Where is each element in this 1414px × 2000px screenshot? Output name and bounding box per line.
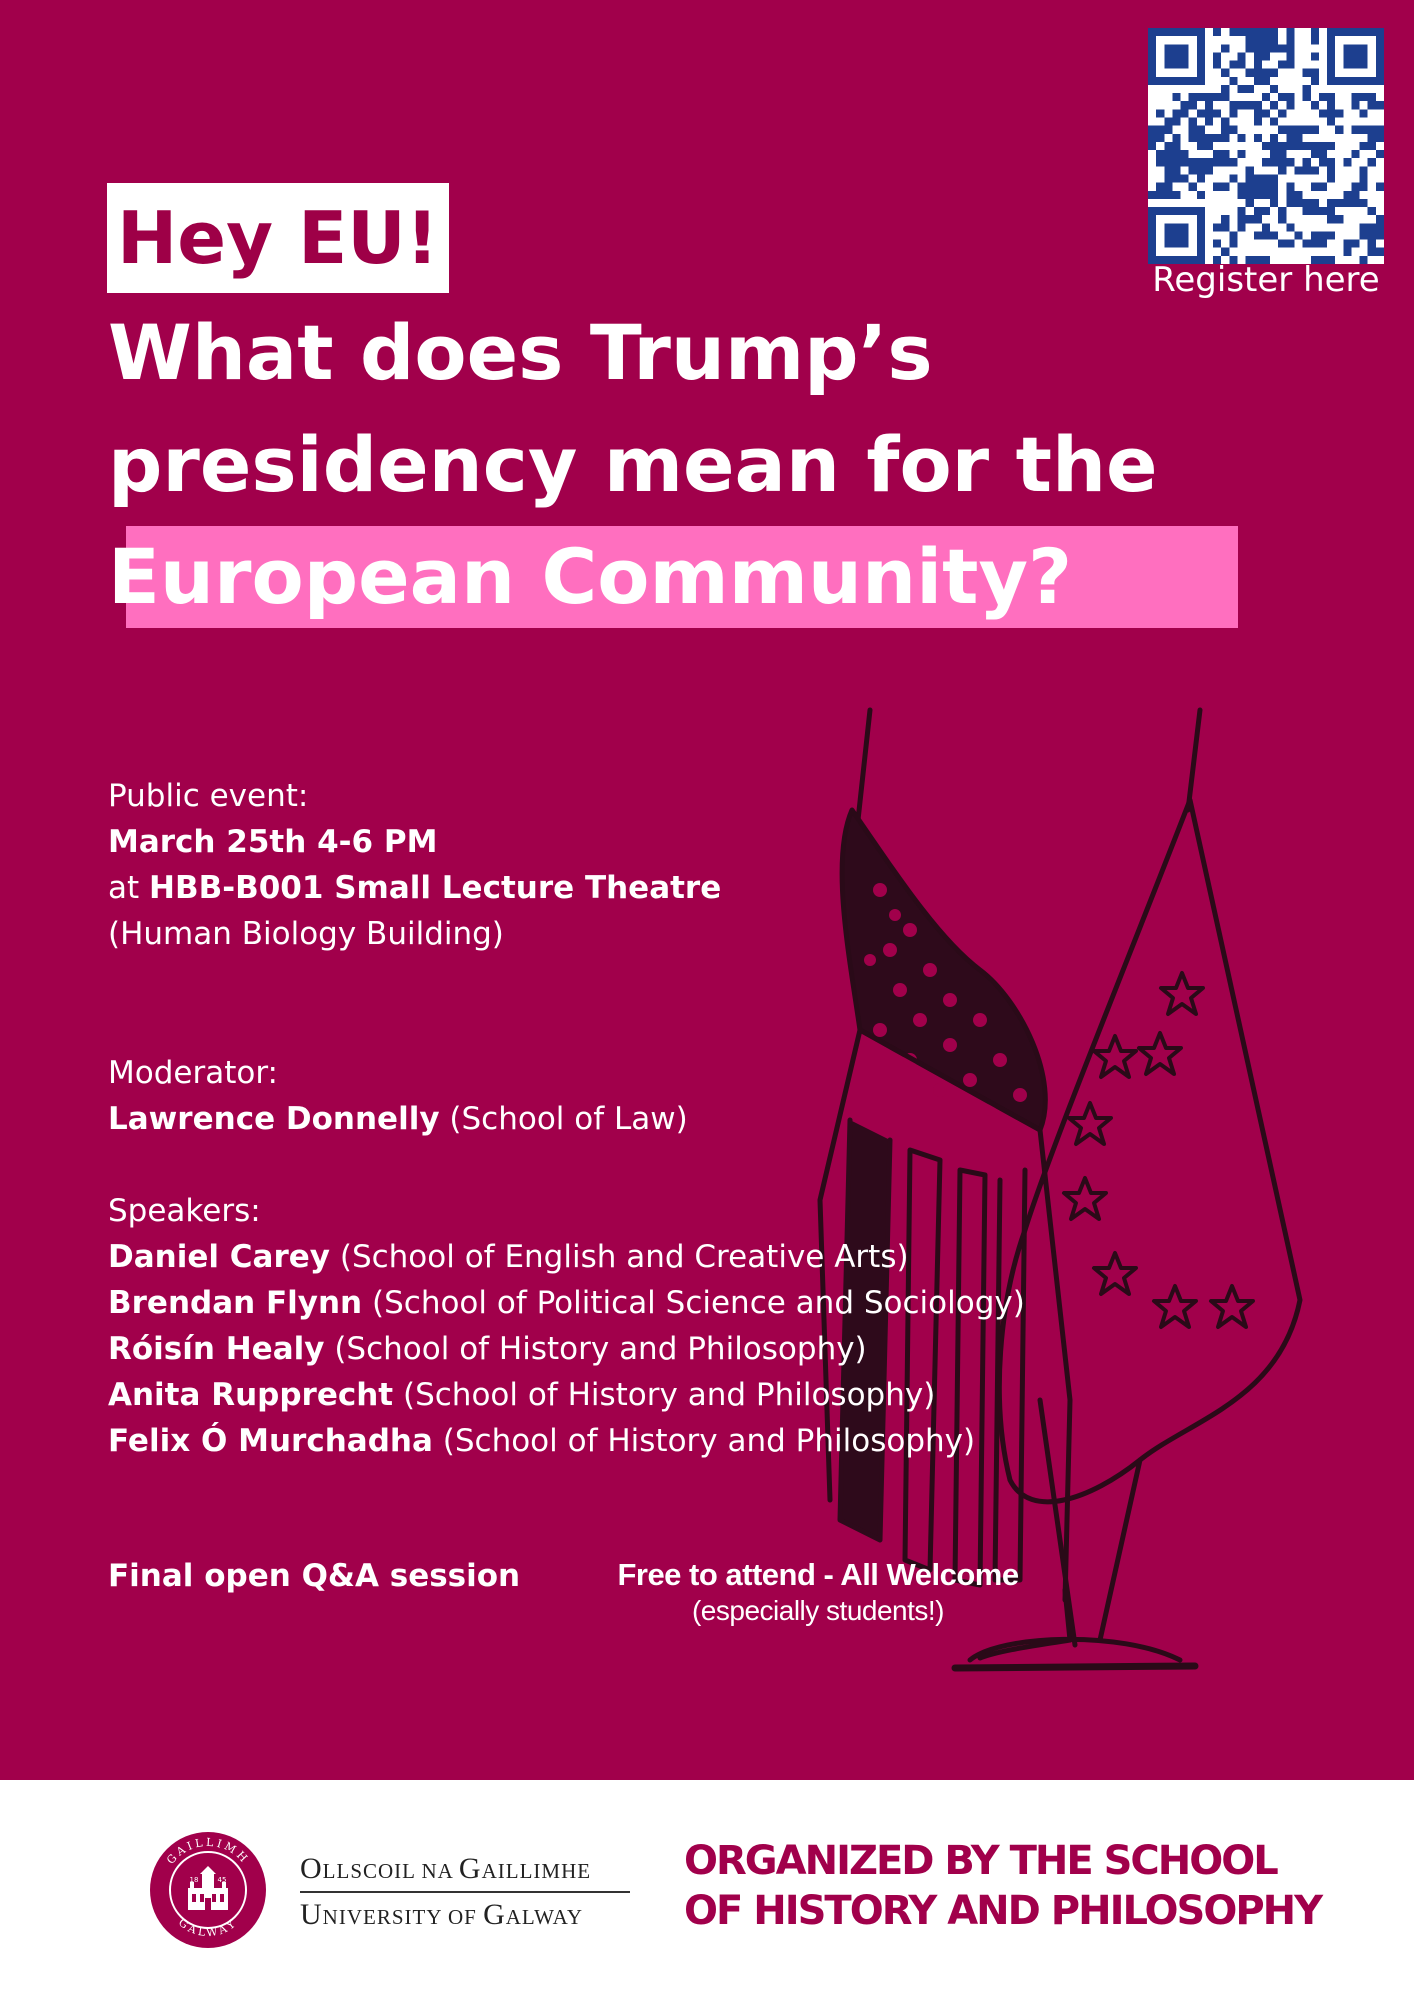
event-building: (Human Biology Building) xyxy=(108,916,504,952)
speaker-affiliation: (School of History and Philosophy) xyxy=(442,1423,976,1459)
university-seal-icon xyxy=(148,1830,268,1950)
register-caption[interactable]: Register here xyxy=(1152,260,1380,300)
headline-line-2: presidency mean for the xyxy=(108,420,1158,509)
organizer-line-2: OF HISTORY AND PHILOSOPHY xyxy=(684,1888,1322,1934)
speaker-name: Brendan Flynn xyxy=(108,1285,363,1321)
venue-prefix: at xyxy=(108,870,140,906)
speaker-item xyxy=(108,1280,1025,1326)
speaker-affiliation: (School of Political Science and Sociology) xyxy=(372,1285,1025,1321)
speaker-name: Daniel Carey xyxy=(108,1239,330,1275)
speaker-affiliation: (School of History and Philosophy) xyxy=(334,1331,867,1367)
event-venue-line xyxy=(108,865,721,911)
seal-year-left: 18 xyxy=(189,1876,199,1884)
footer xyxy=(0,1780,1414,2000)
us-flag-pole-top xyxy=(858,710,870,820)
us-flag-canton xyxy=(842,810,1045,1130)
qa-session-note: Final open Q&A session xyxy=(108,1558,521,1594)
university-name-divider xyxy=(300,1891,630,1893)
moderator-name: Lawrence Donnelly xyxy=(108,1101,440,1137)
university-name-irish: OLLSCOIL NA GAILLIMHE xyxy=(300,1852,592,1885)
speaker-affiliation: (School of History and Philosophy) xyxy=(402,1377,936,1413)
event-label: Public event: xyxy=(108,778,309,814)
free-sub: (especially students!) xyxy=(691,1595,944,1626)
moderator-affiliation: (School of Law) xyxy=(449,1101,688,1137)
seal-top-text: GAILLIMH xyxy=(164,1835,252,1867)
seal-year-right: 45 xyxy=(217,1876,227,1884)
speaker-item xyxy=(108,1326,867,1372)
eu-flag-stars xyxy=(1064,973,1253,1327)
speaker-item xyxy=(108,1234,909,1280)
speakers-label: Speakers: xyxy=(108,1193,261,1229)
event-venue: HBB-B001 Small Lecture Theatre xyxy=(149,870,722,906)
speaker-item xyxy=(108,1418,975,1464)
free-attendance-note xyxy=(588,1557,1048,1627)
seal-bottom-text: GALWAY xyxy=(175,1915,241,1940)
organizer-line-1: ORGANIZED BY THE SCHOOL xyxy=(684,1838,1277,1884)
event-date: March 25th 4-6 PM xyxy=(108,824,438,860)
university-name-english: UNIVERSITY OF GALWAY xyxy=(300,1898,584,1931)
speaker-item xyxy=(108,1372,935,1418)
qr-code-icon[interactable] xyxy=(1148,28,1384,264)
free-main: Free to attend - All Welcome xyxy=(617,1557,1019,1592)
moderator-line xyxy=(108,1096,688,1142)
speaker-name: Róisín Healy xyxy=(108,1331,325,1367)
moderator-label: Moderator: xyxy=(108,1055,278,1091)
speaker-name: Felix Ó Murchadha xyxy=(108,1423,433,1459)
speaker-name: Anita Rupprecht xyxy=(108,1377,394,1413)
headline-line-1: What does Trump’s xyxy=(108,308,933,397)
speaker-affiliation: (School of English and Creative Arts) xyxy=(339,1239,909,1275)
headline-kicker: Hey EU! xyxy=(107,183,449,293)
headline-line-3: European Community? xyxy=(108,532,1073,621)
